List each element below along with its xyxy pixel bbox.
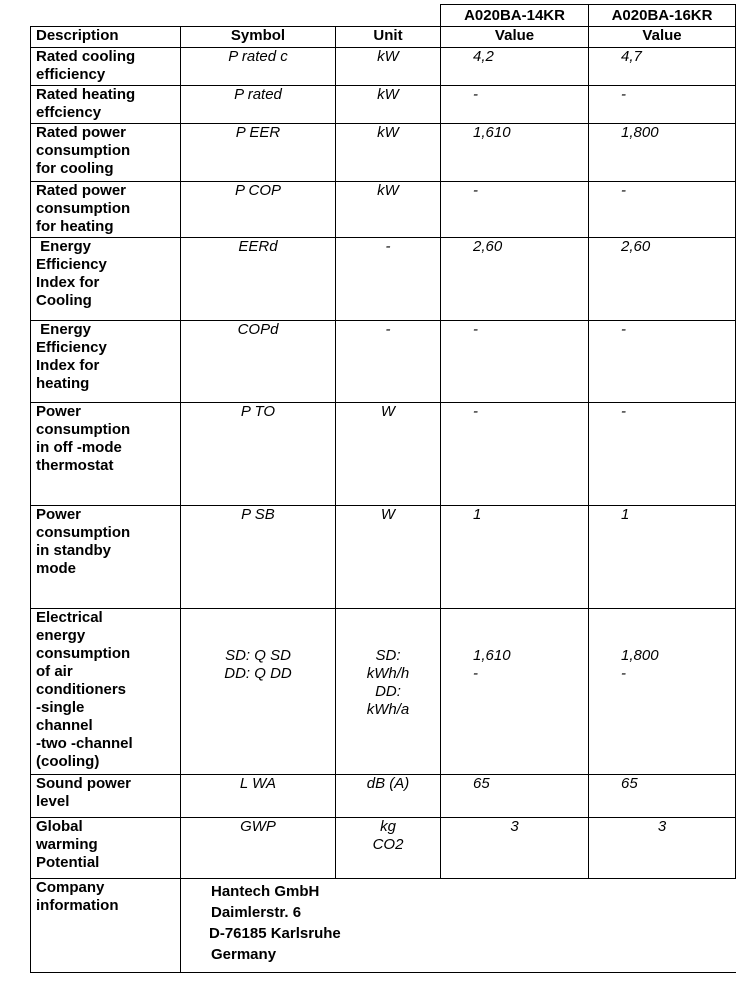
row-symbol: P COP [181,182,336,238]
row-description: Power consumption in off -mode thermostat [31,403,181,506]
company-street: Daimlerstr. 6 [211,904,302,921]
row-symbol: P rated c [181,48,336,86]
row-unit: kW [336,48,441,86]
row-description: Rated power consumption for heating [31,182,181,238]
row-value-2: - [589,182,736,238]
row-unit: kW [336,182,441,238]
row-description: Energy Efficiency Index for heating [31,321,181,403]
row-symbol: P rated [181,86,336,124]
row-value-1: - [441,182,589,238]
company-country: Germany [211,946,277,963]
table-row [31,182,736,238]
row-value-1: 1 [441,506,589,609]
row-description: Sound power level [31,775,181,818]
row-description: Energy Efficiency Index for Cooling [31,238,181,321]
row-description: Rated cooling efficiency [31,48,181,86]
row-value-2: 2,60 [589,238,736,321]
row-unit: - [336,238,441,321]
company-row [31,879,736,973]
row-unit: kW [336,86,441,124]
row-unit: W [336,403,441,506]
table-row [31,86,736,124]
row-value-1: 1,610 [441,124,589,182]
row-value-2: 65 [589,775,736,818]
model-1: A020BA-14KR [441,5,589,27]
table-row [31,124,736,182]
description-header: Description [31,27,181,48]
row-value-2: 1,800 [589,124,736,182]
row-symbol: GWP [181,818,336,879]
table-row [31,403,736,506]
row-value-2: 3 [589,818,736,879]
row-value-1: 3 [441,818,589,879]
row-value-2: - [589,86,736,124]
row-value-1-text: 1,610 - [473,647,511,682]
row-unit: kg CO2 [336,818,441,879]
row-value-1 [441,609,589,775]
row-symbol: P EER [181,124,336,182]
row-value-1: 65 [441,775,589,818]
row-symbol: P TO [181,403,336,506]
row-symbol [181,609,336,775]
model-header-row [31,5,736,27]
table-row [31,506,736,609]
table-row [31,775,736,818]
row-unit: kW [336,124,441,182]
row-value-2: - [589,321,736,403]
row-unit [336,609,441,775]
row-value-2: 1 [589,506,736,609]
row-description: Global warming Potential [31,818,181,879]
row-description: Power consumption in standby mode [31,506,181,609]
company-name: Hantech GmbH [211,883,320,900]
row-description: Electrical energy consumption of air conditioners -single channel -two -channel (cooling) [31,609,181,775]
row-value-2 [589,609,736,775]
table-row [31,609,736,775]
row-unit: W [336,506,441,609]
row-value-2: - [589,403,736,506]
company-city: D-76185 Karlsruhe [209,925,341,942]
value-header-1: Value [441,27,589,48]
row-unit-text: SD: kWh/h DD: kWh/a [366,647,410,718]
row-description: Rated power consumption for cooling [31,124,181,182]
row-value-1: - [441,321,589,403]
symbol-header: Symbol [181,27,336,48]
row-symbol: P SB [181,506,336,609]
row-value-1: 2,60 [441,238,589,321]
row-value-2-text: 1,800 - [621,647,659,682]
value-header-2: Value [589,27,736,48]
empty-header-cell [31,5,441,27]
row-symbol-text: SD: Q SD DD: Q DD [224,647,292,682]
row-value-1: - [441,86,589,124]
row-description: Rated heating effciency [31,86,181,124]
table-row [31,321,736,403]
column-header-row [31,27,736,48]
row-symbol: L WA [181,775,336,818]
table-row [31,48,736,86]
row-symbol: EERd [181,238,336,321]
row-symbol: COPd [181,321,336,403]
row-value-1: - [441,403,589,506]
model-2: A020BA-16KR [589,5,736,27]
row-value-1: 4,2 [441,48,589,86]
specification-table [30,4,736,973]
table-row [31,818,736,879]
unit-header: Unit [336,27,441,48]
row-value-2: 4,7 [589,48,736,86]
company-information [181,879,736,973]
table-row [31,238,736,321]
row-unit: dB (A) [336,775,441,818]
company-label: Company information [31,879,181,973]
row-unit: - [336,321,441,403]
